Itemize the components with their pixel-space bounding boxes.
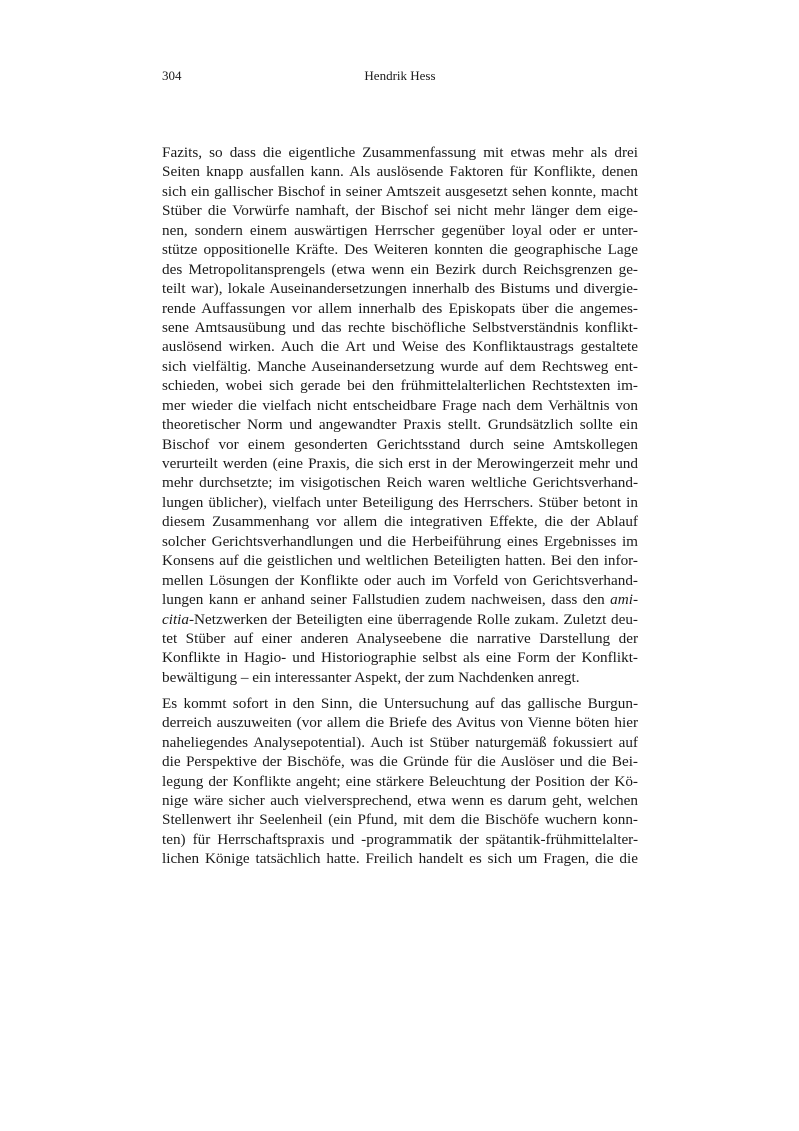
text-segment: Konsens auf die geistlichen und weltlichen Beteiligten hatten. Bei den infor- [162,552,638,570]
text-line [162,299,638,318]
text-segment: nen, sondern einem auswärtigen Herrscher gegenüber loyal oder er unter- [162,221,638,239]
text-line [162,376,638,395]
text-segment: mehr durchsetzte; im visigotischen Reich waren weltliche Gerichtsverhand- [162,474,638,492]
text-line [162,337,638,356]
text-segment: Es kommt sofort in den Sinn, die Untersuchung auf das gallische Burgun- [162,694,638,712]
text-segment: theoretischer Norm und angewandter Praxis stellt. Grundsätzlich sollte ein [162,416,638,434]
text-line [162,532,638,551]
text-line [162,182,638,201]
text-line [162,849,638,868]
italic-term: citia [162,610,189,628]
text-line [162,201,638,220]
text-segment: sich ein gallischer Bischof in seiner Amtszeit ausgesetzt sehen konnte, macht [162,182,638,200]
text-line [162,454,638,473]
text-segment: solcher Gerichtsverhandlungen und die Herbeiführung eines Ergebnisses im [162,532,638,550]
text-segment: -Netzwerken der Beteiligten eine überragende Rolle zukam. Zuletzt deu- [189,610,638,628]
text-line [162,143,638,162]
text-line [162,435,638,454]
text-line [162,357,638,376]
paragraph [162,143,638,687]
text-segment: Stellenwert ihr Seelenheil (ein Pfund, mit dem die Bischöfe wuchern konn- [162,811,638,829]
text-line [162,629,638,648]
page-number: 304 [162,68,182,83]
italic-term: ami- [610,591,638,609]
text-segment: naheliegendes Analysepotential). Auch ist Stüber naturgemäß fokussiert auf [162,733,638,751]
text-segment: ten) für Herrschaftspraxis und -programmatik der spätantik-frühmittelalter- [162,830,638,848]
text-segment: lichen Könige tatsächlich hatte. Freilich handelt es sich um Fragen, die die [162,850,638,868]
text-segment: mer wieder die vielfach nicht entscheidbare Frage nach dem Verhältnis von [162,396,638,414]
text-segment: derreich auszuweiten (vor allem die Briefe des Avitus von Vienne böten hier [162,714,638,732]
text-line [162,694,638,713]
text-segment: rende Auffassungen vor allem innerhalb des Episkopats über die angemes- [162,299,638,317]
text-line [162,162,638,181]
paragraph [162,694,638,869]
text-line [162,752,638,771]
text-segment: tet Stüber auf einer anderen Analyseebene die narrative Darstellung der [162,629,638,647]
text-line [162,590,638,609]
text-segment: Seiten knapp ausfallen kann. Als auslösende Faktoren für Konflikte, denen [162,163,638,181]
text-segment: Konflikte in Hagio- und Historiographie selbst als eine Form der Konflikt- [162,649,638,667]
text-line [162,415,638,434]
text-line [162,279,638,298]
text-segment: bewältigung – ein interessanter Aspekt, der zum Nachdenken anregt. [162,668,580,686]
text-line [162,733,638,752]
text-segment: des Metropolitansprengels (etwa wenn ein Bezirk durch Reichsgrenzen ge- [162,260,638,278]
text-segment: legung der Konflikte angeht; eine stärkere Beleuchtung der Position der Kö- [162,772,638,790]
text-segment: sich vielfältig. Manche Auseinandersetzung wurde auf dem Rechtsweg ent- [162,357,638,375]
text-segment: auslösend wirken. Auch die Art und Weise des Konfliktaustrags gestaltete [162,338,638,356]
text-line [162,668,638,687]
text-segment: die Perspektive der Bischöfe, was die Gründe für die Auslöser und die Bei- [162,753,638,771]
text-line [162,396,638,415]
text-line [162,648,638,667]
text-line [162,512,638,531]
text-segment: schieden, wobei sich gerade bei den frühmittelalterlichen Rechtstexten im- [162,377,638,395]
text-segment: mellen Lösungen der Konflikte oder auch im Vorfeld von Gerichtsverhand- [162,571,638,589]
text-line [162,772,638,791]
text-segment: nige wäre sicher auch vielversprechend, etwa wenn es darum geht, welchen [162,791,638,809]
running-title: Hendrik Hess [364,68,436,83]
text-line [162,810,638,829]
text-line [162,260,638,279]
running-head [162,68,638,86]
text-line [162,713,638,732]
text-line [162,318,638,337]
text-line [162,473,638,492]
text-line [162,493,638,512]
text-line [162,571,638,590]
text-segment: lungen kann er anhand seiner Fallstudien zudem nachweisen, dass den [162,591,611,609]
text-segment: lungen üblicher), vielfach unter Beteiligung des Herrschers. Stüber betont in [162,493,638,511]
text-segment: Bischof vor einem gesonderten Gerichtsstand durch seine Amtskollegen [162,435,638,453]
text-line [162,791,638,810]
text-line [162,830,638,849]
text-segment: sene Amtsausübung und das rechte bischöfliche Selbstverständnis konflikt- [162,318,638,336]
text-segment: Fazits, so dass die eigentliche Zusammenfassung mit etwas mehr als drei [162,144,638,161]
text-segment: verurteilt werden (eine Praxis, die sich erst in der Merowingerzeit mehr und [162,455,638,472]
text-line [162,221,638,240]
text-segment: diesem Zusammenhang vor allem die integrativen Effekte, die der Ablauf [162,513,638,531]
text-line [162,551,638,570]
text-segment: stütze oppositionelle Kräfte. Des Weiteren konnten die geographische Lage [162,241,638,259]
text-segment: teilt war), lokale Auseinandersetzungen innerhalb des Bistums und divergie- [162,280,638,298]
body-text [162,143,638,875]
text-line [162,610,638,629]
text-line [162,240,638,259]
text-segment: Stüber die Vorwürfe namhaft, der Bischof sei nicht mehr länger dem eige- [162,202,638,220]
